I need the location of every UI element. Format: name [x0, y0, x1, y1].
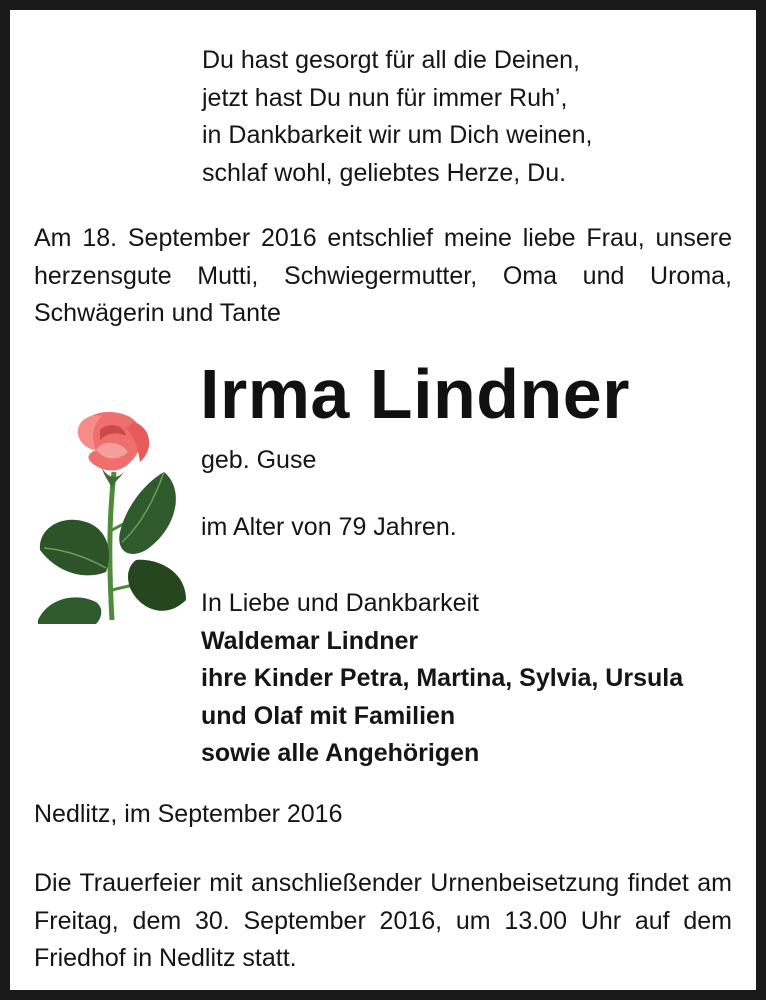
mourner-line: und Olaf mit Familien [201, 701, 456, 730]
mourners-block [201, 585, 683, 773]
place-date: Nedlitz, im September 2016 [34, 800, 343, 828]
age-statement: im Alter von 79 Jahren. [201, 513, 457, 541]
mourner-line: sowie alle Angehörigen [201, 739, 480, 767]
deceased-name: Irma Lindner [200, 355, 630, 433]
obituary-notice [10, 10, 756, 990]
birth-name: geb. Guse [201, 446, 317, 474]
mourners-intro: In Liebe und Dankbarkeit [201, 589, 479, 617]
death-announcement: Am 18. September 2016 entschlief meine liebe Frau, unsere herzensgute Mutti, Schwiegermutter, Oma und Uroma, Schwägerin und Tante [34, 224, 732, 327]
funeral-notice: Die Trauerfeier mit anschließender Urnenbeisetzung findet am Freitag, dem 30. September 2016, um 13.00 Uhr auf dem Friedhof in Nedlitz statt. [34, 869, 732, 972]
poem-line: Du hast gesorgt für all die Deinen, [202, 46, 580, 74]
poem-line: in Dankbarkeit wir um Dich weinen, [202, 121, 593, 149]
poem-line: schlaf wohl, geliebtes Herze, Du. [202, 158, 567, 187]
poem-line: jetzt hast Du nun für immer Ruh’, [202, 83, 568, 112]
rose-icon [36, 410, 188, 624]
mourner-line: Waldemar Lindner [201, 626, 419, 655]
mourner-line: ihre Kinder Petra, Martina, Sylvia, Ursula [201, 664, 684, 692]
memorial-poem [202, 42, 722, 192]
